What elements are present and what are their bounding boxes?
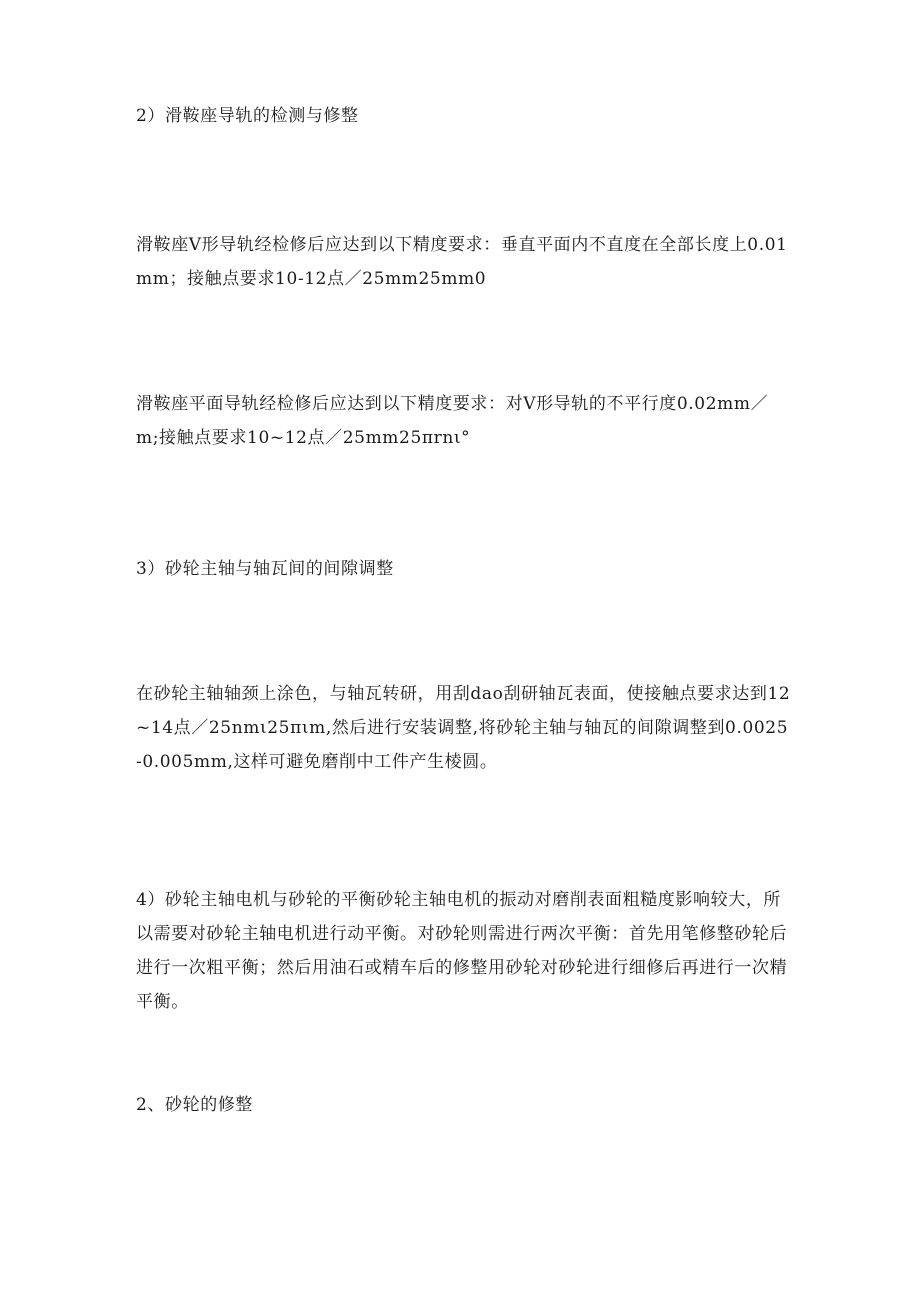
paragraph-flat-guide-precision: 滑鞍座平面导轨经检修后应达到以下精度要求：对V形导轨的不平行度0.02mm／m;接触点要求10~12点／25mm25πrnι° (136, 394, 769, 448)
section-heading-wheel-dressing: 2、砂轮的修整 (136, 1095, 254, 1115)
paragraph-v-guide-precision: 滑鞍座V形导轨经检修后应达到以下精度要求：垂直平面内不直度在全部长度上0.01mm；接触点要求10-12点／25mm25mm0 (136, 235, 788, 289)
paragraph-motor-wheel-balance: 4）砂轮主轴电机与砂轮的平衡砂轮主轴电机的振动对磨削表面粗糙度影响较大，所以需要对砂轮主轴电机进行动平衡。对砂轮则需进行两次平衡：首先用笔修整砂轮后进行一次粗平衡；然后用油石或精车后的修整用砂轮对砂轮进行细修后再进行一次精平衡。 (136, 890, 788, 1012)
section-heading-slide-guide: 2）滑鞍座导轨的检测与修整 (136, 106, 359, 126)
section-heading-spindle-gap: 3）砂轮主轴与轴瓦间的间隙调整 (136, 559, 394, 579)
paragraph-spindle-gap-adjustment: 在砂轮主轴轴颈上涂色，与轴瓦转研，用刮dao刮研轴瓦表面，使接触点要求达到12~14点／25nmι25πιm,然后进行安装调整,将砂轮主轴与轴瓦的间隙调整到0.0025-0.005mm,这样可避免磨削中工件产生棱圆。 (136, 684, 791, 772)
